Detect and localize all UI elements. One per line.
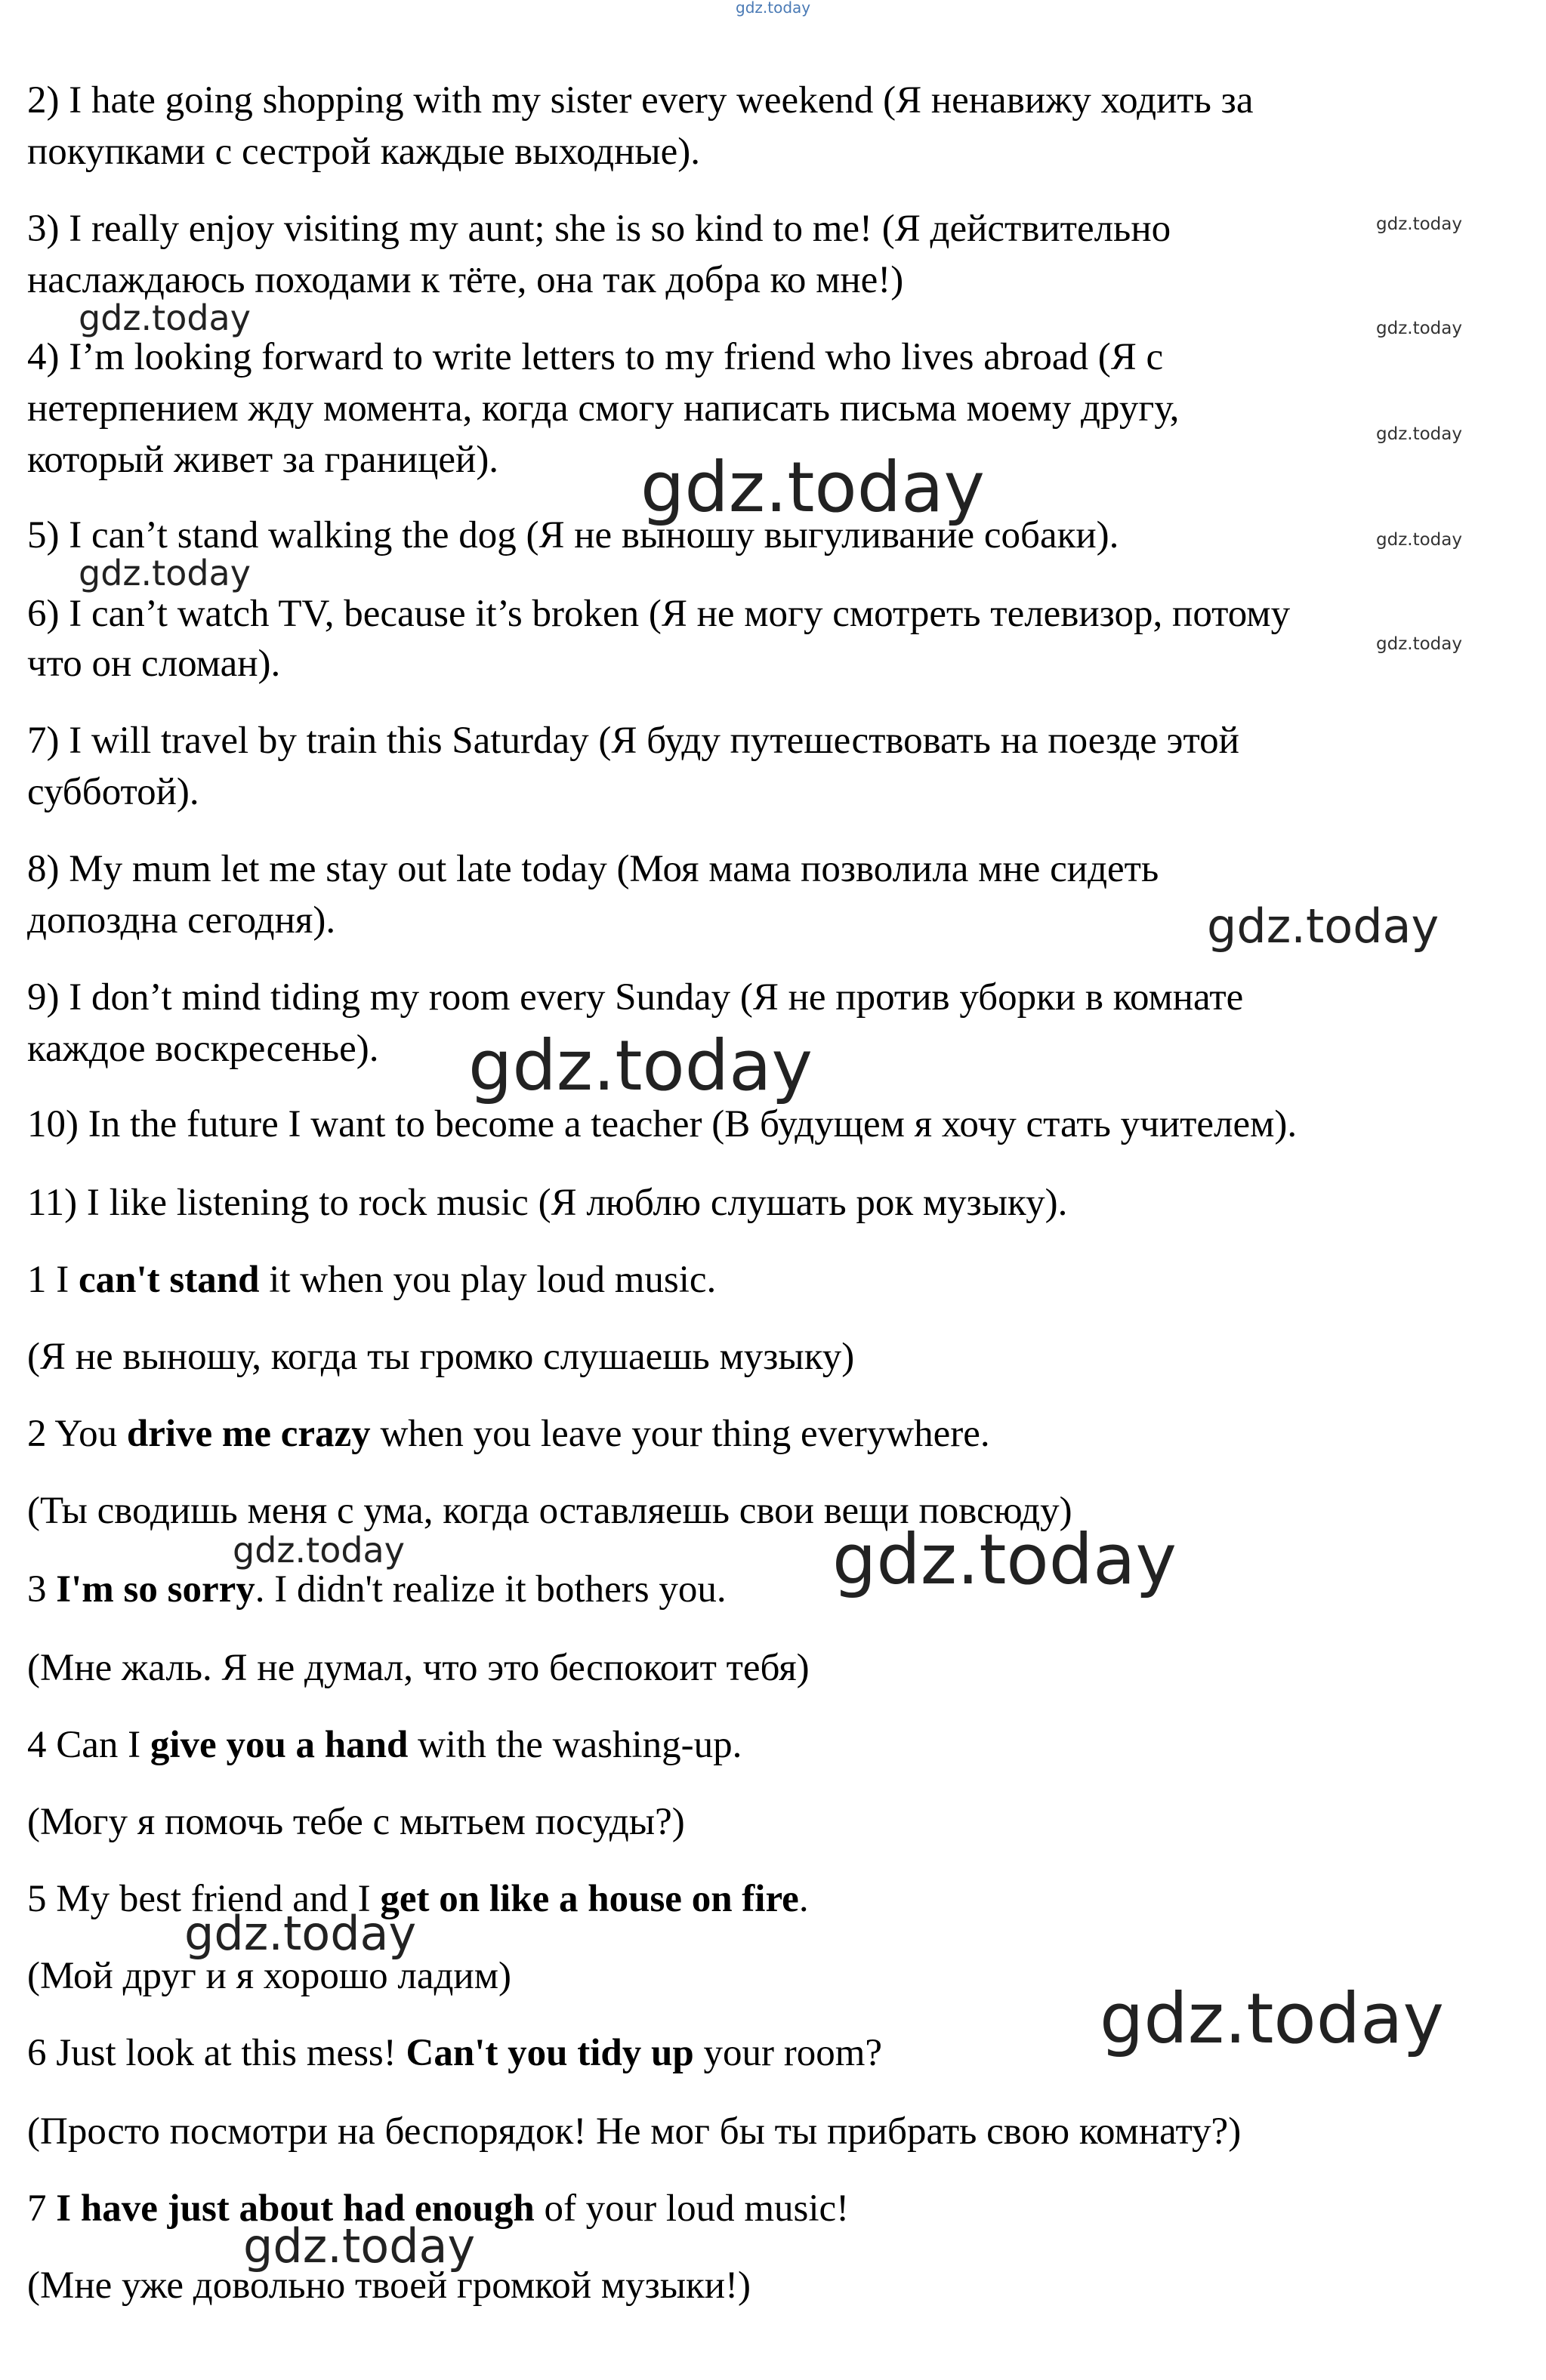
phrase-6-bold: Can't you tidy up: [406, 2032, 694, 2074]
answer-9-en: 9) I don’t mind tiding my room every Sunday (Я не против уборки в комнате: [27, 976, 1244, 1019]
answer-4-ru-2: который живет за границей).: [27, 439, 499, 481]
phrase-5-translation: (Мой друг и я хорошо ладим): [27, 1955, 511, 1997]
phrase-6-post: your room?: [693, 2032, 883, 2074]
answer-7-ru: субботой).: [27, 771, 199, 813]
phrase-2-post: when you leave your thing everywhere.: [370, 1413, 990, 1455]
watermark-medium-3: gdz.today: [243, 2218, 476, 2274]
watermark-right-3: gdz.today: [1376, 424, 1462, 444]
phrase-5-post: .: [798, 1878, 809, 1920]
watermark-right-1: gdz.today: [1376, 214, 1462, 234]
watermark-top: gdz.today: [736, 0, 811, 17]
phrase-4-bold: give you a hand: [150, 1724, 409, 1766]
watermark-large-1: gdz.today: [640, 447, 985, 528]
phrase-1-bold: can't stand: [78, 1259, 260, 1301]
phrase-4-pre: 4 Can I: [27, 1724, 150, 1766]
phrase-6-translation: (Просто посмотри на беспорядок! Не мог бы ты прибрать свою комнату?): [27, 2110, 1242, 2153]
phrase-3-post: . I didn't realize it bothers you.: [255, 1568, 727, 1611]
answer-8-ru: допоздна сегодня).: [27, 899, 336, 942]
phrase-7-translation: (Мне уже довольно твоей громкой музыки!): [27, 2264, 751, 2307]
answer-3-en: 3) I really enjoy visiting my aunt; she is so kind to me! (Я действительно: [27, 208, 1171, 250]
phrase-3: [27, 1565, 727, 1614]
phrase-1: [27, 1255, 716, 1305]
watermark-left-1: gdz.today: [79, 298, 251, 338]
answer-10: 10) In the future I want to become a teacher (В будущем я хочу стать учителем).: [27, 1103, 1298, 1145]
phrase-7: [27, 2184, 849, 2234]
answer-6-en: 6) I can’t watch TV, because it’s broken (Я не могу смотреть телевизор, потому: [27, 593, 1291, 635]
watermark-right-4: gdz.today: [1376, 530, 1462, 550]
phrase-7-pre: 7: [27, 2187, 57, 2230]
answer-9-ru: каждое воскресенье).: [27, 1028, 379, 1070]
phrase-1-pre: 1 I: [27, 1259, 79, 1301]
phrase-3-pre: 3: [27, 1568, 57, 1611]
phrase-3-translation: (Мне жаль. Я не думал, что это беспокоит тебя): [27, 1647, 810, 1689]
answer-8-en: 8) My mum let me stay out late today (Моя мама позволила мне сидеть: [27, 848, 1159, 890]
watermark-right-5: gdz.today: [1376, 634, 1462, 654]
answer-2-ru: покупками с сестрой каждые выходные).: [27, 131, 701, 173]
phrase-4-translation: (Могу я помочь тебе с мытьем посуды?): [27, 1801, 685, 1843]
phrase-4-post: with the washing-up.: [408, 1724, 742, 1766]
phrase-5: [27, 1874, 809, 1924]
watermark-left-3: gdz.today: [233, 1530, 405, 1571]
phrase-6-pre: 6 Just look at this mess!: [27, 2032, 406, 2074]
watermark-large-4: gdz.today: [1100, 1978, 1444, 2059]
watermark-medium-1: gdz.today: [1207, 899, 1440, 954]
phrase-7-bold: I have just about had enough: [56, 2187, 535, 2230]
answer-3-ru: наслаждаюсь походами к тёте, она так добра ко мне!): [27, 259, 904, 301]
watermark-medium-2: gdz.today: [184, 1906, 417, 1961]
phrase-5-bold: get on like a house on fire: [380, 1878, 799, 1920]
answer-11: 11) I like listening to rock music (Я люблю слушать рок музыку).: [27, 1182, 1068, 1224]
answer-7-en: 7) I will travel by train this Saturday (Я буду путешествовать на поезде этой: [27, 720, 1239, 762]
phrase-2: [27, 1409, 990, 1459]
phrase-3-bold: I'm so sorry: [56, 1568, 255, 1611]
answer-6-ru: что он сломан).: [27, 643, 281, 685]
phrase-5-pre: 5 My best friend and I: [27, 1878, 381, 1920]
phrase-1-post: it when you play loud music.: [259, 1259, 717, 1301]
phrase-2-translation: (Ты сводишь меня с ума, когда оставляешь свои вещи повсюду): [27, 1490, 1072, 1532]
phrase-2-pre: 2 You: [27, 1413, 127, 1455]
watermark-large-2: gdz.today: [468, 1025, 813, 1106]
watermark-right-2: gdz.today: [1376, 319, 1462, 338]
answer-5: 5) I can’t stand walking the dog (Я не выношу выгуливание собаки).: [27, 514, 1119, 556]
phrase-1-translation: (Я не выношу, когда ты громко слушаешь музыку): [27, 1336, 855, 1378]
phrase-6: [27, 2028, 882, 2078]
phrase-2-bold: drive me crazy: [126, 1413, 371, 1455]
answer-4-ru-1: нетерпением жду момента, когда смогу написать письма моему другу,: [27, 387, 1180, 430]
watermark-left-2: gdz.today: [79, 553, 251, 593]
phrase-7-post: of your loud music!: [534, 2187, 850, 2230]
watermark-large-3: gdz.today: [832, 1519, 1177, 1600]
phrase-4: [27, 1720, 742, 1770]
answer-4-en: 4) I’m looking forward to write letters to my friend who lives abroad (Я с: [27, 336, 1164, 378]
answer-2-en: 2) I hate going shopping with my sister every weekend (Я ненавижу ходить за: [27, 79, 1254, 122]
